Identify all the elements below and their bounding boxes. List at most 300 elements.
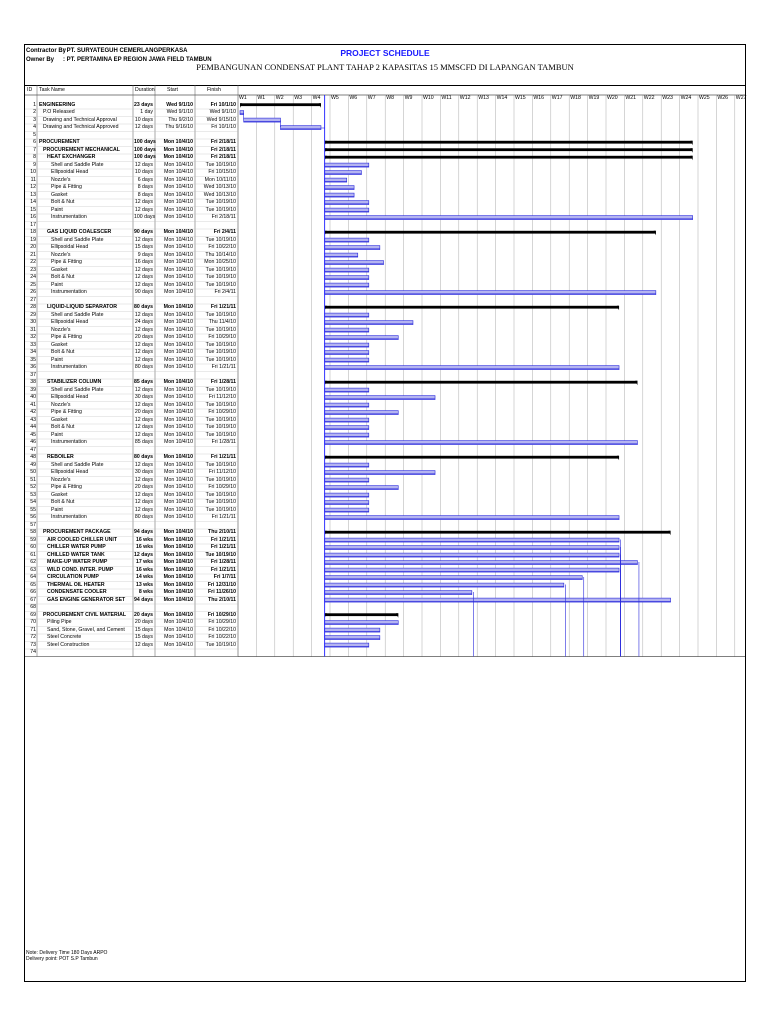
task-start: Mon 10/4/10 bbox=[164, 281, 193, 288]
task-duration: 80 days bbox=[134, 364, 153, 370]
week-label: W5 bbox=[331, 95, 339, 101]
task-name: Steel Concrete bbox=[47, 634, 82, 640]
task-id: 2 bbox=[33, 109, 36, 115]
col-header-task: Task Name bbox=[39, 87, 65, 93]
task-duration: 12 days bbox=[134, 401, 153, 408]
task-start: Mon 10/4/10 bbox=[164, 491, 193, 498]
task-name: CHILLER WATER PUMP bbox=[47, 544, 106, 550]
task-duration: 14 wks bbox=[135, 574, 153, 580]
task-duration: 12 days bbox=[134, 206, 153, 213]
summary-bar bbox=[325, 531, 671, 534]
task-duration: 12 days bbox=[134, 199, 153, 205]
task-start: Mon 10/4/10 bbox=[164, 266, 193, 273]
task-id: 4 bbox=[33, 124, 36, 130]
page-title: PROJECT SCHEDULE bbox=[340, 48, 430, 58]
task-finish: Tue 10/19/10 bbox=[205, 266, 236, 273]
task-start: Mon 10/4/10 bbox=[164, 514, 193, 520]
task-start: Mon 10/4/10 bbox=[164, 161, 193, 168]
summary-bar bbox=[325, 456, 619, 459]
task-id: 37 bbox=[30, 371, 36, 378]
task-id: 45 bbox=[30, 431, 36, 438]
task-finish: Tue 10/19/10 bbox=[205, 386, 236, 393]
task-finish: Tue 10/19/10 bbox=[205, 356, 236, 363]
task-duration: 12 days bbox=[134, 124, 153, 130]
task-finish: Tue 10/19/10 bbox=[205, 206, 236, 213]
task-start: Mon 10/4/10 bbox=[164, 364, 193, 370]
task-duration: 23 days bbox=[134, 101, 154, 108]
task-id: 33 bbox=[30, 341, 36, 348]
task-id: 40 bbox=[30, 394, 36, 400]
task-finish: Mon 10/25/10 bbox=[204, 259, 236, 265]
task-finish: Fri 2/18/11 bbox=[210, 146, 236, 153]
task-id: 35 bbox=[30, 356, 36, 363]
task-finish: Fri 10/29/10 bbox=[208, 484, 236, 490]
task-name: Sand, Stone, Gravel, and Cement bbox=[47, 626, 125, 633]
task-duration: 100 days bbox=[134, 139, 156, 145]
task-start: Mon 10/4/10 bbox=[164, 424, 193, 430]
task-finish: Fri 11/26/10 bbox=[208, 589, 236, 595]
task-duration: 15 days bbox=[134, 244, 153, 250]
task-name: Shell and Saddle Plate bbox=[51, 311, 104, 318]
task-name: Shell and Saddle Plate bbox=[51, 386, 104, 393]
task-finish: Fri 12/31/10 bbox=[207, 581, 236, 588]
task-id: 29 bbox=[30, 311, 36, 318]
task-start: Mon 10/4/10 bbox=[164, 311, 193, 318]
task-name: GAS ENGINE GENERATOR SET bbox=[47, 596, 126, 603]
task-id: 16 bbox=[30, 214, 36, 220]
summary-bar bbox=[325, 141, 693, 144]
task-start: Mon 10/4/10 bbox=[164, 206, 193, 213]
task-name: Paint bbox=[51, 356, 63, 363]
task-duration: 12 days bbox=[134, 386, 153, 393]
task-duration: 15 days bbox=[134, 634, 153, 640]
task-id: 1 bbox=[33, 101, 36, 108]
task-start: Mon 10/4/10 bbox=[163, 596, 193, 603]
task-name: LIQUID-LIQUID SEPARATOR bbox=[47, 304, 118, 310]
task-name: Drawing and Technical Approved bbox=[43, 124, 119, 130]
task-id: 31 bbox=[30, 326, 36, 333]
task-start: Thu 9/16/10 bbox=[165, 124, 193, 130]
task-id: 6 bbox=[33, 139, 36, 145]
task-start: Mon 10/4/10 bbox=[163, 536, 193, 543]
task-start: Mon 10/4/10 bbox=[164, 409, 193, 415]
task-id: 44 bbox=[30, 424, 36, 430]
task-id: 32 bbox=[30, 334, 36, 340]
task-duration: 30 days bbox=[134, 469, 153, 475]
notes bbox=[26, 950, 107, 962]
task-id: 73 bbox=[30, 641, 36, 648]
task-start: Mon 10/4/10 bbox=[164, 236, 193, 243]
week-label: W22 bbox=[643, 95, 655, 101]
task-id: 18 bbox=[30, 229, 36, 235]
task-name: P.O Released bbox=[43, 109, 75, 115]
task-duration: 12 days bbox=[134, 499, 153, 505]
task-duration: 12 days bbox=[134, 476, 153, 483]
task-duration: 12 days bbox=[134, 341, 153, 348]
week-label: W1 bbox=[239, 95, 247, 101]
week-label: W23 bbox=[662, 95, 673, 101]
task-duration: 12 days bbox=[134, 416, 153, 423]
task-finish: Tue 10/19/10 bbox=[205, 311, 236, 318]
task-duration: 94 days bbox=[134, 596, 154, 603]
task-duration: 8 wks bbox=[138, 589, 153, 595]
task-duration: 85 days bbox=[134, 379, 154, 385]
task-start: Mon 10/4/10 bbox=[164, 326, 193, 333]
task-id: 34 bbox=[30, 349, 36, 355]
task-duration: 12 days bbox=[134, 161, 153, 168]
week-label: W14 bbox=[496, 95, 508, 101]
task-finish: Fri 10/22/10 bbox=[208, 634, 236, 640]
task-start: Mon 10/4/10 bbox=[164, 394, 193, 400]
task-finish: Tue 10/19/10 bbox=[205, 424, 236, 430]
task-name: CONDENSATE COOLER bbox=[47, 589, 107, 595]
task-start: Mon 10/4/10 bbox=[164, 641, 193, 648]
page-subtitle: PEMBANGUNAN CONDENSAT PLANT TAHAP 2 KAPASITAS 15 MMSCFD DI LAPANGAN TAMBUN bbox=[196, 62, 574, 72]
task-finish: Fri 1/21/11 bbox=[211, 514, 236, 520]
task-start: Mon 10/4/10 bbox=[163, 589, 193, 595]
week-label: W27 bbox=[735, 95, 747, 101]
summary-bar bbox=[325, 381, 638, 384]
task-name: Nozzle's bbox=[51, 251, 71, 258]
task-duration: 15 days bbox=[134, 626, 153, 633]
task-id: 48 bbox=[30, 454, 36, 460]
task-finish: Fri 1/28/11 bbox=[211, 439, 236, 445]
task-id: 38 bbox=[30, 379, 36, 385]
task-start: Mon 10/4/10 bbox=[163, 229, 193, 235]
task-start: Mon 10/4/10 bbox=[164, 169, 193, 175]
task-start: Mon 10/4/10 bbox=[163, 566, 193, 573]
task-id: 14 bbox=[30, 199, 36, 205]
task-duration: 12 days bbox=[134, 236, 153, 243]
task-name: REBOILER bbox=[47, 454, 74, 460]
task-duration: 9 days bbox=[137, 251, 153, 258]
task-name: Paint bbox=[51, 506, 63, 513]
task-name: Shell and Saddle Plate bbox=[51, 236, 104, 243]
task-duration: 12 days bbox=[134, 266, 153, 273]
task-id: 65 bbox=[30, 581, 36, 588]
task-duration: 80 days bbox=[134, 514, 153, 520]
task-name: CHILLED WATER TANK bbox=[47, 551, 105, 558]
task-name: Gasket bbox=[51, 191, 68, 198]
task-id: 28 bbox=[30, 304, 36, 310]
task-id: 26 bbox=[30, 289, 36, 295]
task-id: 47 bbox=[30, 446, 36, 453]
task-name: Gasket bbox=[51, 491, 68, 498]
task-id: 74 bbox=[30, 649, 36, 655]
task-name: Ellipsoidal Head bbox=[51, 394, 89, 400]
task-finish: Fri 10/29/10 bbox=[207, 611, 236, 618]
task-finish: Tue 10/19/10 bbox=[205, 274, 236, 280]
task-duration: 94 days bbox=[134, 529, 154, 535]
col-header-duration: Duration bbox=[135, 87, 155, 93]
task-id: 42 bbox=[30, 409, 36, 415]
task-start: Mon 10/4/10 bbox=[164, 176, 193, 183]
task-start: Mon 10/4/10 bbox=[163, 154, 193, 160]
task-name: AIR COOLED CHILLER UNIT bbox=[47, 536, 118, 543]
task-finish: Fri 1/21/11 bbox=[211, 364, 236, 370]
task-duration: 12 days bbox=[134, 356, 153, 363]
task-duration: 12 days bbox=[134, 349, 153, 355]
task-finish: Tue 10/19/10 bbox=[205, 416, 236, 423]
task-finish: Tue 10/19/10 bbox=[205, 199, 236, 205]
task-duration: 12 days bbox=[134, 551, 154, 558]
summary-bar bbox=[325, 156, 693, 159]
task-duration: 12 days bbox=[134, 274, 153, 280]
task-duration: 10 days bbox=[134, 116, 153, 123]
task-start: Mon 10/4/10 bbox=[163, 574, 193, 580]
task-duration: 24 days bbox=[134, 319, 153, 325]
task-finish: Fri 1/28/11 bbox=[210, 379, 236, 385]
task-id: 23 bbox=[30, 266, 36, 273]
task-start: Mon 10/4/10 bbox=[164, 319, 193, 325]
task-start: Mon 10/4/10 bbox=[163, 551, 193, 558]
task-finish: Tue 10/19/10 bbox=[205, 236, 236, 243]
task-duration: 100 days bbox=[134, 214, 156, 220]
task-start: Mon 10/4/10 bbox=[163, 146, 193, 153]
task-id: 72 bbox=[30, 634, 36, 640]
task-name: PROCUREMENT PACKAGE bbox=[43, 529, 111, 535]
task-duration: 17 wks bbox=[135, 559, 153, 565]
task-start: Mon 10/4/10 bbox=[164, 461, 193, 468]
task-start: Mon 10/4/10 bbox=[164, 251, 193, 258]
task-finish: Tue 10/19/10 bbox=[205, 281, 236, 288]
task-duration: 12 days bbox=[134, 424, 153, 430]
contractor-label: Contractor By bbox=[26, 48, 67, 54]
task-id: 59 bbox=[30, 536, 36, 543]
task-finish: Fri 10/1/10 bbox=[211, 124, 236, 130]
summary-bar bbox=[325, 613, 399, 616]
task-finish: Fri 2/18/11 bbox=[210, 154, 236, 160]
task-id: 71 bbox=[30, 626, 36, 633]
col-header-id: ID bbox=[27, 87, 33, 93]
task-name: Instrumentation bbox=[51, 364, 87, 370]
week-label: W4 bbox=[312, 95, 321, 101]
task-id: 19 bbox=[30, 236, 36, 243]
col-header-start: Start bbox=[167, 87, 178, 93]
task-name: PROCUREMENT MECHANICAL bbox=[43, 146, 120, 153]
task-name: Gasket bbox=[51, 266, 68, 273]
task-name: Paint bbox=[51, 431, 63, 438]
task-finish: Fri 10/29/10 bbox=[208, 619, 236, 625]
task-id: 15 bbox=[30, 206, 36, 213]
task-start: Mon 10/4/10 bbox=[164, 274, 193, 280]
week-label: W20 bbox=[607, 95, 618, 101]
task-duration: 20 days bbox=[134, 334, 153, 340]
task-start: Mon 10/4/10 bbox=[163, 581, 193, 588]
task-finish: Fri 1/21/11 bbox=[210, 454, 236, 460]
task-finish: Tue 10/19/10 bbox=[205, 401, 236, 408]
task-duration: 8 days bbox=[137, 184, 153, 190]
task-finish: Fri 1/28/11 bbox=[210, 559, 236, 565]
task-finish: Thu 2/10/11 bbox=[208, 529, 236, 535]
task-duration: 90 days bbox=[134, 229, 154, 235]
task-start: Mon 10/4/10 bbox=[163, 529, 193, 535]
task-finish: Tue 10/19/10 bbox=[205, 161, 236, 168]
task-start: Mon 10/4/10 bbox=[163, 544, 193, 550]
week-label: W25 bbox=[699, 95, 710, 101]
task-name: Bolt & Nut bbox=[51, 274, 75, 280]
week-label: W9 bbox=[404, 95, 413, 101]
task-id: 68 bbox=[30, 604, 36, 610]
task-duration: 12 days bbox=[134, 431, 153, 438]
task-name: Instrumentation bbox=[51, 289, 87, 295]
task-start: Mon 10/4/10 bbox=[164, 289, 193, 295]
task-finish: Tue 10/19/10 bbox=[205, 551, 236, 558]
task-duration: 12 days bbox=[134, 641, 153, 648]
summary-bar bbox=[240, 103, 321, 106]
task-finish: Wed 9/15/10 bbox=[206, 116, 236, 123]
task-duration: 16 wks bbox=[135, 536, 153, 543]
task-id: 9 bbox=[33, 161, 36, 168]
task-name: PROCUREMENT CIVIL MATERIAL bbox=[43, 611, 127, 618]
task-finish: Fri 10/15/10 bbox=[208, 169, 236, 175]
task-name: Instrumentation bbox=[51, 439, 87, 445]
task-duration: 90 days bbox=[134, 289, 153, 295]
task-duration: 8 days bbox=[137, 191, 153, 198]
task-finish: Fri 10/1/10 bbox=[210, 101, 236, 108]
task-id: 57 bbox=[30, 521, 36, 528]
contractor-value: : PT. SURYATEGUH CEMERLANGPERKASA bbox=[63, 48, 188, 54]
week-label: W17 bbox=[551, 95, 563, 101]
task-id: 54 bbox=[30, 499, 36, 505]
task-start: Mon 10/4/10 bbox=[163, 611, 193, 618]
owner-label: Owner By bbox=[26, 57, 55, 63]
task-name: Bolt & Nut bbox=[51, 424, 75, 430]
task-finish: Fri 1/21/11 bbox=[210, 304, 236, 310]
task-id: 49 bbox=[30, 461, 36, 468]
task-name: HEAT EXCHANGER bbox=[47, 154, 96, 160]
task-start: Mon 10/4/10 bbox=[163, 304, 193, 310]
task-name: Bolt & Nut bbox=[51, 499, 75, 505]
task-start: Mon 10/4/10 bbox=[163, 454, 193, 460]
task-id: 7 bbox=[33, 146, 36, 153]
task-name: Nozzle's bbox=[51, 401, 71, 408]
task-finish: Tue 10/19/10 bbox=[205, 326, 236, 333]
week-label: W11 bbox=[441, 95, 452, 101]
task-duration: 16 wks bbox=[135, 566, 153, 573]
task-start: Mon 10/4/10 bbox=[164, 199, 193, 205]
week-label: W10 bbox=[423, 95, 434, 101]
week-label: W1 bbox=[257, 95, 266, 101]
task-id: 21 bbox=[30, 251, 36, 258]
task-name: Paint bbox=[51, 206, 63, 213]
task-name: Ellipsoidal Head bbox=[51, 244, 89, 250]
task-finish: Fri 2/4/11 bbox=[214, 289, 236, 295]
week-label: W8 bbox=[386, 95, 394, 101]
task-id: 63 bbox=[30, 566, 36, 573]
task-start: Mon 10/4/10 bbox=[164, 244, 193, 250]
task-finish: Fri 2/18/11 bbox=[210, 139, 236, 145]
task-finish: Tue 10/19/10 bbox=[205, 499, 236, 505]
summary-bar bbox=[325, 148, 693, 151]
task-name: Nozzle's bbox=[51, 176, 71, 183]
task-start: Mon 10/4/10 bbox=[164, 416, 193, 423]
task-name: Instrumentation bbox=[51, 214, 87, 220]
task-duration: 16 days bbox=[134, 259, 153, 265]
task-finish: Tue 10/19/10 bbox=[205, 349, 236, 355]
task-start: Mon 10/4/10 bbox=[164, 439, 193, 445]
task-duration: 20 days bbox=[134, 409, 153, 415]
week-label: W18 bbox=[570, 95, 581, 101]
task-duration: 12 days bbox=[134, 281, 153, 288]
task-id: 25 bbox=[30, 281, 36, 288]
task-name: Ellipsoidal Head bbox=[51, 169, 89, 175]
task-name: Bolt & Nut bbox=[51, 349, 75, 355]
task-start: Mon 10/4/10 bbox=[164, 431, 193, 438]
task-id: 46 bbox=[30, 439, 36, 445]
task-id: 30 bbox=[30, 319, 36, 325]
task-start: Mon 10/4/10 bbox=[164, 484, 193, 490]
col-header-finish: Finish bbox=[207, 87, 221, 93]
task-duration: 12 days bbox=[134, 461, 153, 468]
task-name: Pipe & Fitting bbox=[51, 484, 82, 490]
task-id: 8 bbox=[33, 154, 36, 160]
task-name: Pipe & Fitting bbox=[51, 184, 82, 190]
task-start: Mon 10/4/10 bbox=[164, 334, 193, 340]
task-start: Mon 10/4/10 bbox=[164, 401, 193, 408]
week-label: W21 bbox=[625, 95, 637, 101]
task-id: 66 bbox=[30, 589, 36, 595]
task-finish: Fri 1/21/11 bbox=[210, 566, 236, 573]
task-duration: 80 days bbox=[134, 304, 154, 310]
task-duration: 12 days bbox=[134, 506, 153, 513]
task-finish: Fri 1/21/11 bbox=[210, 544, 236, 550]
week-label: W16 bbox=[533, 95, 545, 101]
task-start: Mon 10/4/10 bbox=[164, 386, 193, 393]
task-name: WILD COND. INTER. PUMP bbox=[47, 566, 114, 573]
task-duration: 30 days bbox=[134, 394, 153, 400]
task-id: 39 bbox=[30, 386, 36, 393]
task-duration: 100 days bbox=[134, 154, 156, 160]
task-name: PROCUREMENT bbox=[39, 139, 80, 145]
task-id: 50 bbox=[30, 469, 36, 475]
task-finish: Thu 10/14/10 bbox=[205, 251, 236, 258]
task-finish: Wed 10/13/10 bbox=[203, 184, 236, 190]
task-name: ENGINEERING bbox=[39, 101, 76, 108]
week-label: W26 bbox=[717, 95, 729, 101]
task-start: Mon 10/4/10 bbox=[164, 184, 193, 190]
task-finish: Thu 11/4/10 bbox=[208, 319, 236, 325]
task-finish: Fri 11/12/10 bbox=[208, 469, 236, 475]
task-start: Mon 10/4/10 bbox=[164, 259, 193, 265]
task-duration: 6 days bbox=[137, 176, 153, 183]
task-finish: Fri 1/7/11 bbox=[213, 574, 236, 580]
task-start: Mon 10/4/10 bbox=[164, 499, 193, 505]
task-finish: Tue 10/19/10 bbox=[205, 431, 236, 438]
task-start: Mon 10/4/10 bbox=[163, 379, 193, 385]
task-finish: Tue 10/19/10 bbox=[205, 641, 236, 648]
task-duration: 85 days bbox=[134, 439, 153, 445]
task-id: 64 bbox=[30, 574, 36, 580]
summary-bar bbox=[325, 306, 619, 309]
owner-value: : PT. PERTAMINA EP REGION JAWA FIELD TAMBUN bbox=[63, 57, 212, 63]
task-finish: Tue 10/19/10 bbox=[205, 461, 236, 468]
note-delivery-time: Note: Delivery Time 180 Days ARPO bbox=[26, 950, 108, 956]
task-duration: 100 days bbox=[134, 146, 156, 153]
task-name: Gasket bbox=[51, 416, 68, 423]
task-name: Pipe & Fitting bbox=[51, 259, 82, 265]
task-name: Steel Construction bbox=[47, 641, 90, 648]
task-finish: Fri 10/29/10 bbox=[208, 409, 236, 415]
task-start: Mon 10/4/10 bbox=[164, 214, 193, 220]
task-id: 56 bbox=[30, 514, 36, 520]
week-label: W12 bbox=[459, 95, 471, 101]
task-name: STABILIZER COLUMN bbox=[47, 379, 102, 385]
task-start: Wed 9/1/10 bbox=[166, 101, 193, 108]
task-duration: 20 days bbox=[134, 484, 153, 490]
task-id: 12 bbox=[30, 184, 36, 190]
task-start: Mon 10/4/10 bbox=[164, 626, 193, 633]
